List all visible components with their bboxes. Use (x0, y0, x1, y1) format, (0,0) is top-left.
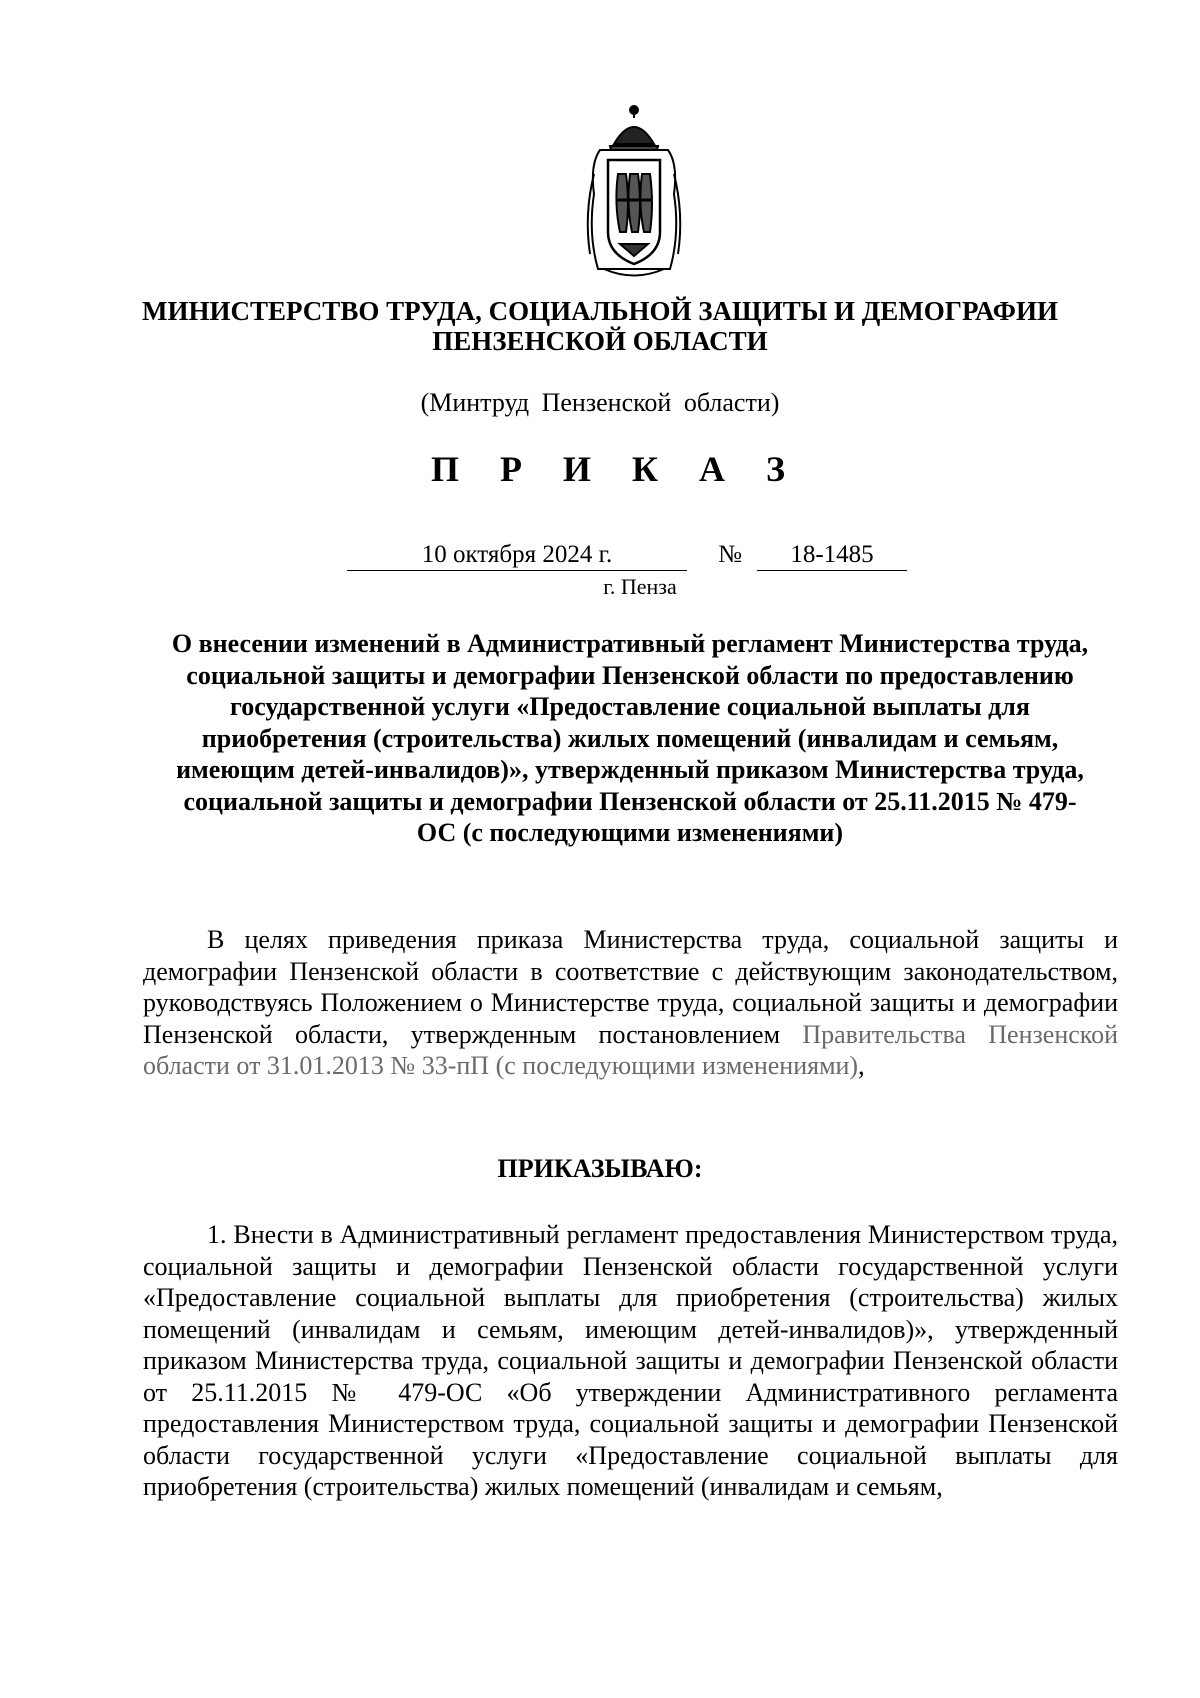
order-number-sign: № (718, 541, 742, 568)
order-number: 18-1485 (757, 540, 907, 571)
preamble-text: В целях приведения приказа Министерства труда, социальной защиты и демографии Пензенской области в соответствие с действующим законодательством, руководствуясь Положением о Министерстве труда, социальной защиты и демографии Пензенской области, утвержденным постановлением (143, 925, 1118, 1049)
preamble-paragraph (143, 924, 1118, 1082)
order-city: г. Пенза (603, 574, 677, 599)
preamble-faded-text: Правительства Пензенской области от 31.01.2013 № 33-пП (с последующими изменениями) (143, 1019, 1118, 1080)
document-type-title: П Р И К А З (430, 449, 802, 489)
penza-coat-of-arms-icon (580, 104, 688, 284)
ministry-short-name: (Минтруд Пензенской области) (420, 388, 780, 417)
order-item-1: 1. Внести в Административный регламент предоставления Министерством труда, социальной защиты и демографии Пензенской области государственной услуги «Предоставление социальной выплаты для приобретения (строительства) жилых помещений (инвалидам и семьям, имеющим детей-инвалидов)», утвержденный приказом Министерства труда, социальной защиты и демографии Пензенской области от 25.11.2015 № 479-ОС «Об утверждении Административного регламента предоставления Министерством труда, социальной защиты и демографии Пензенской области государственной услуги «Предоставление социальной выплаты для приобретения (строительства) жилых помещений (инвалидам и семьям, (143, 1220, 1118, 1501)
order-subject: О внесении изменений в Административный регламент Министерства труда, социальной защиты и демографии Пензенской области по предоставлению государственной услуги «Предоставление социальной выплаты для приобретения (строительства) жилых помещений (инвалидам и семьям, имеющим детей-инвалидов)», утвержденный приказом Министерства труда, социальной защиты и демографии Пензенской области от 25.11.2015 № 479-ОС (с последующими изменениями) (171, 629, 1089, 847)
ministry-name-line2: ПЕНЗЕНСКОЙ ОБЛАСТИ (432, 326, 768, 356)
order-date: 10 октября 2024 г. (347, 540, 687, 571)
preamble-end: , (858, 1051, 865, 1080)
order-directive: ПРИКАЗЫВАЮ: (497, 1154, 703, 1183)
ministry-name-line1: МИНИСТЕРСТВО ТРУДА, СОЦИАЛЬНОЙ ЗАЩИТЫ И ДЕМОГРАФИИ (141, 296, 1058, 326)
